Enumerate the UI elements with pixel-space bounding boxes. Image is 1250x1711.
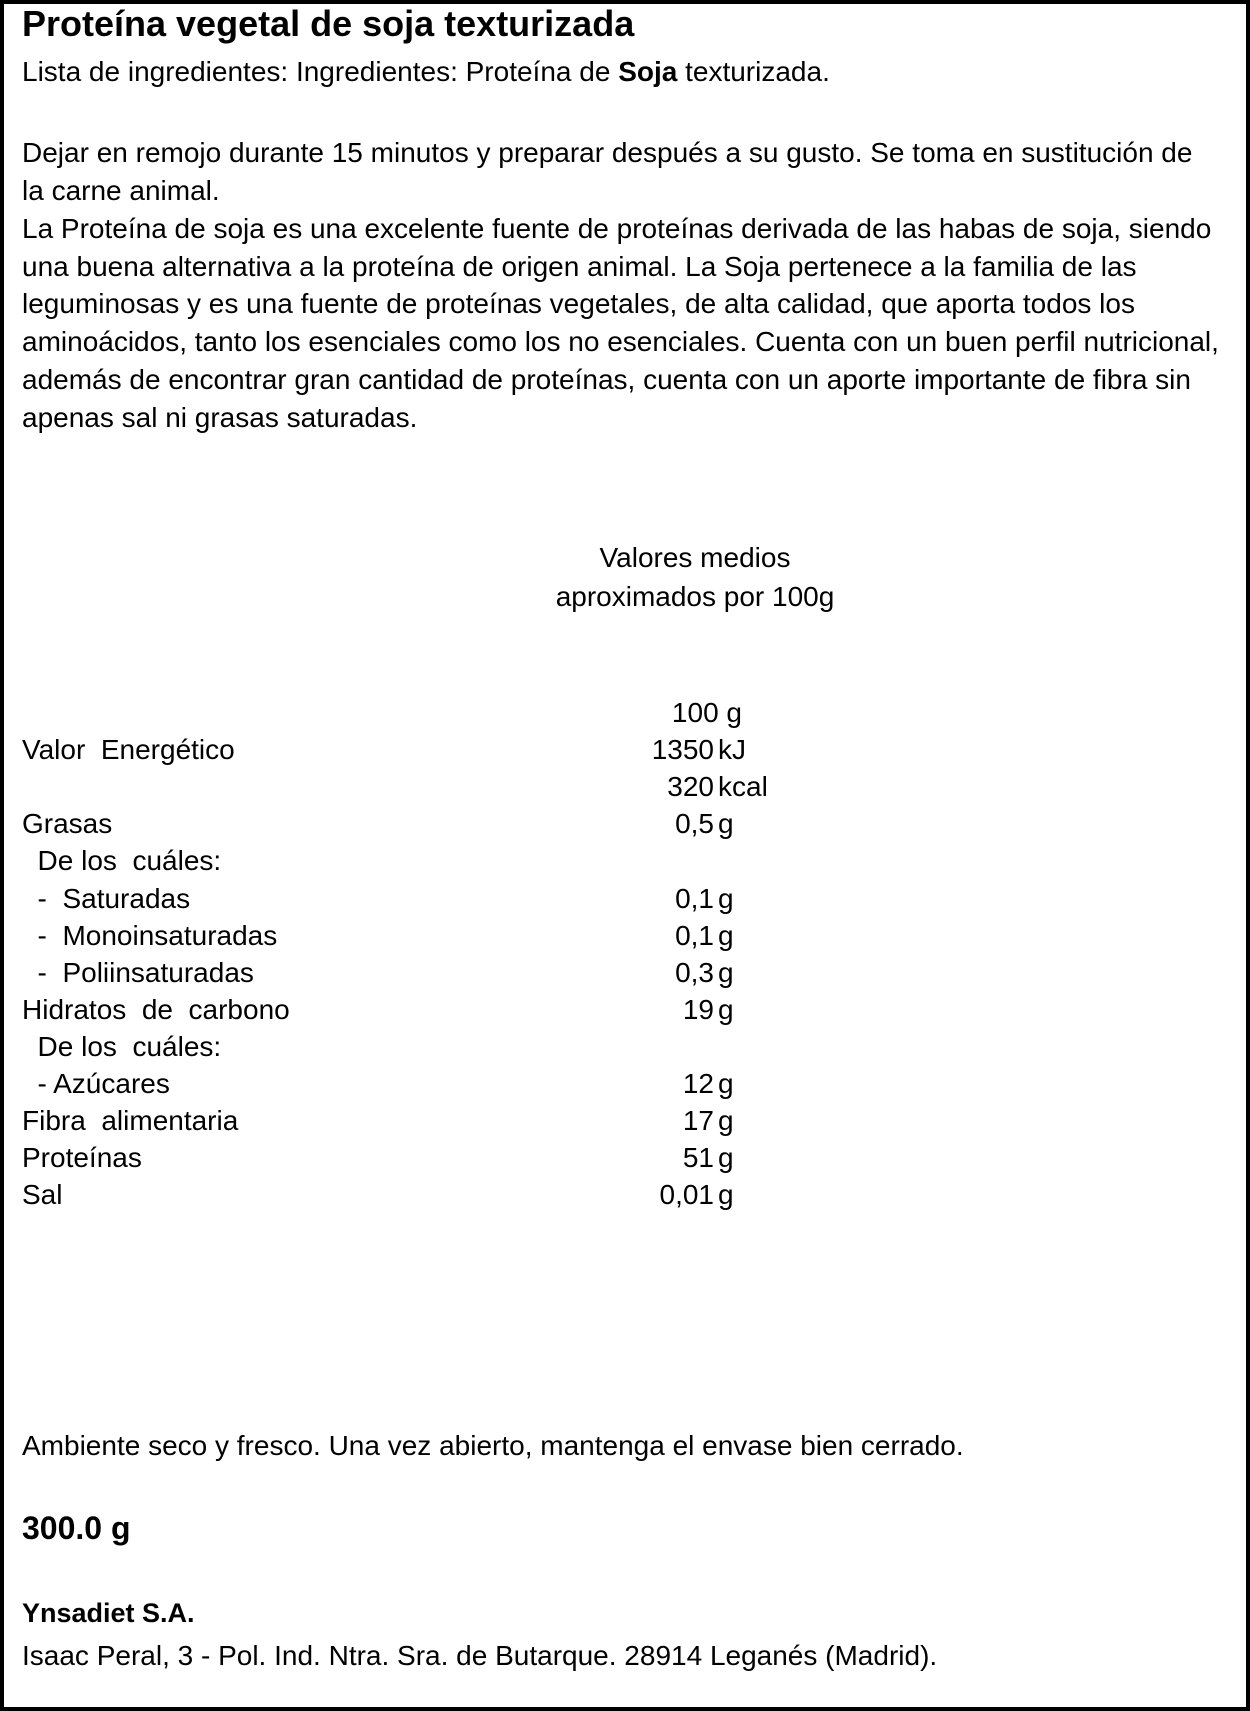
nutrient-unit: g [718,882,734,914]
nutrient-unit: g [718,1068,734,1099]
nutrient-label: Fibra alimentaria [22,1105,239,1137]
nutrient-label: - Saturadas [22,882,191,914]
nutrition-header-line2: aproximados por 100g [555,581,835,612]
nutrient-label: - Poliinsaturadas [22,956,254,988]
usage-instructions: Dejar en remojo durante 15 minutos y preparar después a su gusto. Se toma en sustitución de la carne animal. [22,137,1193,206]
nutrition-row [22,1028,922,1065]
nutrition-row [22,991,922,1028]
nutrition-row [22,805,922,842]
nutrition-row [22,768,922,805]
nutrient-label: De los cuáles: [22,845,222,877]
nutrient-value: 1350 [651,734,714,766]
nutrition-row [22,842,922,879]
nutrient-value: 0,3 [675,956,714,988]
nutrient-label: Valor Energético [22,734,235,766]
nutrition-header [480,538,910,616]
product-description: La Proteína de soja es una excelente fuente de proteínas derivada de las habas de soja, siendo una buena alternativa a la proteína de origen animal. La Soja pertenece a la familia de las leguminosas y es una fuente de proteínas vegetales, de alta calidad, que aporta todos los aminoácidos, tanto los esenciales como los no esenciales. Cuenta con un buen perfil nutricional, además de encontrar gran cantidad de proteínas, cuenta con un aporte importante de fibra sin apenas sal ni grasas saturadas. [22,213,1219,433]
storage-instructions: Ambiente seco y fresco. Una vez abierto, mantenga el envase bien cerrado. [22,1430,964,1461]
nutrient-unit: kcal [718,771,768,803]
company-address: Isaac Peral, 3 - Pol. Ind. Ntra. Sra. de Butarque. 28914 Leganés (Madrid). [22,1640,938,1671]
nutrient-label: Sal [22,1179,63,1211]
nutrient-unit: g [718,808,734,840]
nutrient-value: 0,01 [659,1179,714,1211]
nutrition-row [22,1176,922,1213]
nutrient-label: - Monoinsaturadas [22,919,278,951]
nutrient-value: 51 [682,1142,714,1174]
nutrient-unit: g [718,993,734,1025]
nutrient-value: 12 [682,1068,714,1099]
nutrient-value: 17 [682,1105,714,1137]
nutrient-label: Proteínas [22,1142,142,1174]
nutrient-value: 100 g [671,697,742,728]
nutrient-label: Hidratos de carbono [22,993,290,1025]
nutrient-value: 0,1 [675,882,714,914]
nutrient-unit: g [718,1179,734,1211]
nutrient-label: Grasas [22,808,113,840]
ingredients-prefix: Lista de ingredientes: Ingredientes: Proteína de [22,56,619,87]
nutrition-row [22,731,922,768]
nutrition-row [22,917,922,954]
nutrition-header-line1: Valores medios [599,542,791,573]
nutrient-value: 0,1 [675,919,714,951]
nutrient-unit: kJ [718,734,746,766]
net-weight: 300.0 g [22,1510,131,1546]
nutrient-unit: g [718,956,734,988]
allergen-soja: Soja [618,56,678,87]
product-title: Proteína vegetal de soja texturizada [22,3,635,44]
nutrient-unit: g [718,1142,734,1174]
nutrient-label: De los cuáles: [22,1030,222,1062]
nutrient-unit: g [718,919,734,951]
nutrient-value: 0,5 [675,808,714,840]
nutrition-row [22,954,922,991]
nutrition-row [22,1102,922,1139]
nutrition-row [22,694,922,731]
nutrient-label: - Azúcares [22,1068,170,1099]
nutrition-row [22,880,922,917]
ingredients-suffix: texturizada. [677,56,830,87]
nutrition-row [22,1139,922,1176]
nutrient-value: 320 [667,771,714,803]
nutrient-value: 19 [682,993,714,1025]
nutrition-row [22,1065,922,1102]
ingredients-list [22,54,830,90]
nutrient-unit: g [718,1105,734,1137]
company-name: Ynsadiet S.A. [22,1598,195,1628]
